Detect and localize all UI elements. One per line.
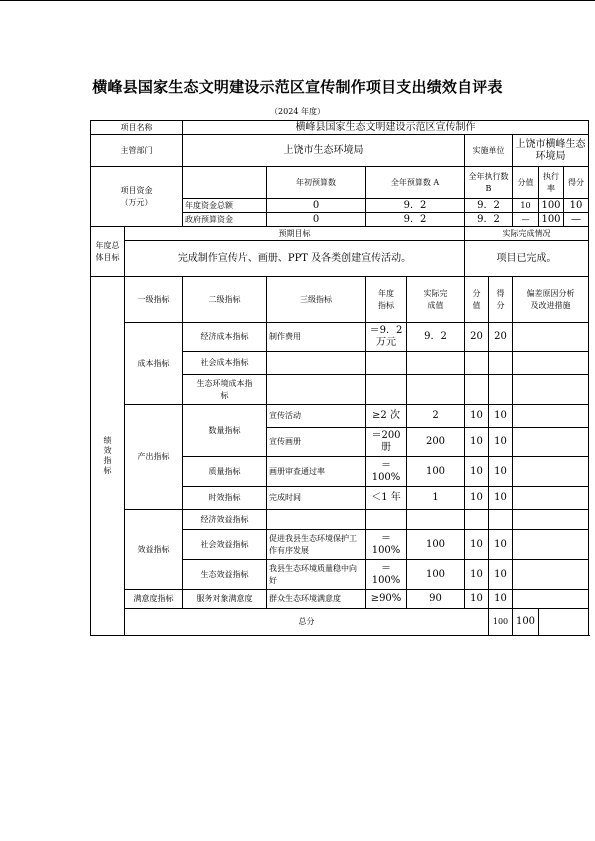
output-time-target: ＜1 年 (366, 487, 407, 510)
funds-score: 10 (564, 199, 589, 213)
funds-row-name: 政府预算资金 (183, 213, 267, 227)
perf-header-level3: 三级指标 (267, 277, 366, 323)
perf-header-reason-text: 偏差原因分析及改进措施 (526, 288, 575, 310)
impl-label: 实施单位 (465, 135, 513, 167)
funds-weight: 10 (513, 199, 539, 213)
actual-goal: 项目已完成。 (465, 241, 589, 277)
output-quality-target (366, 457, 407, 487)
perf-header-target (366, 277, 407, 323)
cost-social-weight (465, 352, 489, 375)
funds-header-score: 得分 (564, 167, 589, 199)
benefit-social-target (366, 530, 407, 560)
output-quantity: 数量指标 (183, 405, 267, 457)
cost-eco-score (489, 375, 513, 405)
satisfaction-score: 10 (489, 590, 513, 609)
funds-annual: 9．2 (366, 199, 465, 213)
project-name: 横峰县国家生态文明建设示范区宣传制作 (183, 121, 589, 135)
output-quality-score: 10 (489, 457, 513, 487)
goals-content-row (91, 241, 589, 277)
output-q2-target-text: ＝200 册 (371, 430, 401, 453)
perf-header-target-text: 年度指标 (378, 288, 394, 310)
benefit-economic-actual (407, 510, 465, 530)
benefit-economic-weight (465, 510, 489, 530)
output-quality-reason (513, 457, 589, 487)
impl-value: 上饶市横峰生态环境局 (513, 135, 589, 167)
benefit-economic: 经济效益指标 (183, 510, 267, 530)
satisfaction-target: ≥90% (366, 590, 407, 609)
cost-social: 社会成本指标 (183, 352, 267, 375)
expected-goal-label: 预期目标 (125, 227, 465, 241)
output-quality-l3: 画册审查通过率 (267, 457, 366, 487)
funds-header-row (91, 167, 589, 199)
funds-label-line2: （万元） (120, 197, 153, 207)
satisfaction-reason (513, 590, 589, 609)
output-time-reason (513, 487, 589, 510)
funds-initial: 0 (267, 199, 366, 213)
satisfaction-l3: 群众生态环境满意度 (267, 590, 366, 609)
cost-social-actual (407, 352, 465, 375)
benefit-eco-l3: 我县生态环境质量稳中向好 (267, 560, 366, 590)
dept-row (91, 135, 589, 167)
benefit-social-target-text: ＝ 100% (371, 532, 401, 556)
funds-rate: 100 (539, 213, 564, 227)
output-q2-weight: 10 (465, 428, 489, 457)
cost-economic: 经济成本指标 (183, 323, 267, 352)
funds-header-weight: 分值 (513, 167, 539, 199)
total-reason (539, 609, 589, 636)
output-q1-reason (513, 405, 589, 428)
benefit-eco-weight: 10 (465, 560, 489, 590)
expected-goal: 完成制作宣传片、画册、PPT 及各类创建宣传活动。 (125, 241, 465, 277)
output-q1-target: ≥2 次 (366, 405, 407, 428)
benefit-eco-actual: 100 (407, 560, 465, 590)
benefit-economic-row (91, 510, 589, 530)
output-level1: 产出指标 (125, 405, 183, 510)
funds-initial: 0 (267, 213, 366, 227)
funds-executed: 9．2 (465, 199, 513, 213)
benefit-social-actual: 100 (407, 530, 465, 560)
perf-header-score (489, 277, 513, 323)
cost-economic-reason (513, 323, 589, 352)
total-weight: 100 (489, 609, 513, 636)
cost-eco-actual (407, 375, 465, 405)
actual-goal-label: 实际完成情况 (465, 227, 589, 241)
funds-weight: — (513, 213, 539, 227)
funds-header-initial: 年初预算数 (267, 167, 366, 199)
year-label: （2024 年度） (270, 107, 325, 116)
output-time-actual: 1 (407, 487, 465, 510)
total-row (91, 609, 589, 636)
benefit-economic-l3 (267, 510, 366, 530)
cost-economic-target-text: ＝9．2 万元 (369, 325, 403, 348)
cost-economic-l3: 制作费用 (267, 323, 366, 352)
benefit-level1: 效益指标 (125, 510, 183, 590)
cost-eco (183, 375, 267, 405)
satisfaction-level1: 满意度指标 (125, 590, 183, 609)
cost-level1: 成本指标 (125, 323, 183, 405)
output-q1-actual: 2 (407, 405, 465, 428)
perf-header-row (91, 277, 589, 323)
funds-annual: 9．2 (366, 213, 465, 227)
funds-row-name: 年度资金总额 (183, 199, 267, 213)
benefit-eco-score: 10 (489, 560, 513, 590)
satisfaction-weight: 10 (465, 590, 489, 609)
output-time-score: 10 (489, 487, 513, 510)
output-q2-l3: 宣传画册 (267, 428, 366, 457)
funds-label-line1: 项目资金 (120, 185, 153, 195)
output-q1-score: 10 (489, 405, 513, 428)
perf-header-weight-text: 分值 (472, 288, 481, 310)
cost-economic-actual: 9．2 (407, 323, 465, 352)
project-name-label: 项目名称 (91, 121, 183, 135)
benefit-economic-target (366, 510, 407, 530)
perf-header-reason (513, 277, 589, 323)
dept-label: 主管部门 (91, 135, 183, 167)
perf-header-level1: 一级指标 (125, 277, 183, 323)
perf-header-weight (465, 277, 489, 323)
benefit-social-score: 10 (489, 530, 513, 560)
satisfaction-level2: 服务对象满意度 (183, 590, 267, 609)
benefit-social-reason (513, 530, 589, 560)
output-q1-row (91, 405, 589, 428)
output-quality-actual: 100 (407, 457, 465, 487)
perf-header-level2: 二级指标 (183, 277, 267, 323)
cost-social-target (366, 352, 407, 375)
output-q2-reason (513, 428, 589, 457)
total-label: 总分 (125, 609, 489, 636)
cost-eco-text: 生态环境成本指标 (196, 378, 253, 400)
dept-value: 上饶市生态环境局 (183, 135, 465, 167)
funds-rate: 100 (539, 199, 564, 213)
perf-header-actual-text: 实际完成值 (423, 288, 448, 310)
cost-social-l3 (267, 352, 366, 375)
output-quality-target-text: ＝ 100% (371, 459, 401, 483)
output-time-weight: 10 (465, 487, 489, 510)
cost-social-score (489, 352, 513, 375)
output-quality: 质量指标 (183, 457, 267, 487)
funds-header-blank (183, 167, 267, 199)
funds-score: — (564, 213, 589, 227)
cost-eco-target (366, 375, 407, 405)
funds-header-executed: 全年执行数 B (465, 167, 513, 199)
output-time-l3: 完成时间 (267, 487, 366, 510)
benefit-social-l3: 促进我县生态环境保护工作有序发展 (267, 530, 366, 560)
output-q1-l3: 宣传活动 (267, 405, 366, 428)
evaluation-table (90, 120, 589, 636)
output-q2-actual: 200 (407, 428, 465, 457)
cost-economic-weight: 20 (465, 323, 489, 352)
cost-economic-score: 20 (489, 323, 513, 352)
top-rule (0, 0, 595, 1)
output-time: 时效指标 (183, 487, 267, 510)
satisfaction-row (91, 590, 589, 609)
project-name-row (91, 121, 589, 135)
benefit-social-weight: 10 (465, 530, 489, 560)
goals-header-row (91, 227, 589, 241)
benefit-eco: 生态效益指标 (183, 560, 267, 590)
goals-label (91, 227, 125, 277)
perf-header-score-text: 得分 (496, 288, 505, 310)
output-q1-weight: 10 (465, 405, 489, 428)
benefit-eco-reason (513, 560, 589, 590)
satisfaction-actual: 90 (407, 590, 465, 609)
cost-social-reason (513, 352, 589, 375)
cost-eco-weight (465, 375, 489, 405)
total-score: 100 (513, 609, 539, 636)
benefit-social: 社会效益指标 (183, 530, 267, 560)
benefit-eco-target (366, 560, 407, 590)
cost-economic-target (366, 323, 407, 352)
cost-eco-l3 (267, 375, 366, 405)
perf-side-label (91, 277, 125, 636)
output-q2-score: 10 (489, 428, 513, 457)
funds-header-annual: 全年预算数 A (366, 167, 465, 199)
cost-eco-reason (513, 375, 589, 405)
benefit-economic-score (489, 510, 513, 530)
funds-label (91, 167, 183, 227)
funds-header-rate: 执行率 (539, 167, 564, 199)
benefit-eco-target-text: ＝ 100% (371, 562, 401, 586)
benefit-economic-reason (513, 510, 589, 530)
page-title: 横峰县国家生态文明建设示范区宣传制作项目支出绩效自评表 (92, 78, 503, 96)
funds-executed: 9．2 (465, 213, 513, 227)
perf-header-actual (407, 277, 465, 323)
perf-side-text: 绩效指标 (103, 436, 112, 475)
cost-economic-row (91, 323, 589, 352)
output-q2-target (366, 428, 407, 457)
output-quality-weight: 10 (465, 457, 489, 487)
goals-label-text: 年度总体目标 (95, 240, 120, 262)
